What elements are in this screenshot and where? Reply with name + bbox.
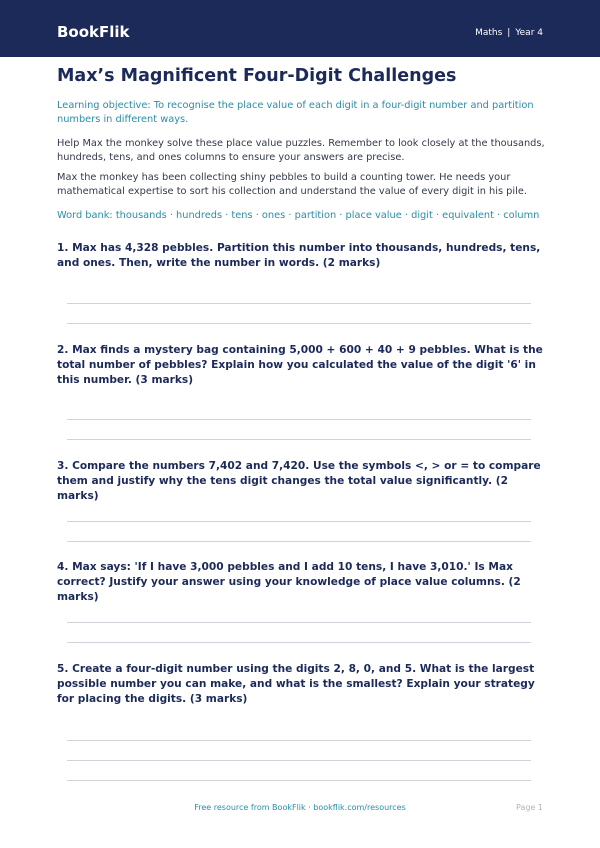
answer-line[interactable] <box>67 303 531 304</box>
brand-logo: BookFlik <box>57 23 130 41</box>
learning-objective: Learning objective: To recognise the place value of each digit in a four-digit number and partition numbers in different ways. <box>57 100 534 125</box>
page-number: Page 1 <box>516 803 543 812</box>
word-bank: Word bank: thousands · hundreds · tens · ones · partition · place value · digit · equivalent · column <box>57 210 540 221</box>
question-3: 3. Compare the numbers 7,402 and 7,420. Use the symbols <, > or = to compare them and justify why the tens digit changes the total value significantly. (2 marks) <box>57 460 541 502</box>
question-4: 4. Max says: 'If I have 3,000 pebbles and I add 10 tens, I have 3,010.' Is Max correct? Justify your answer using your knowledge of place value columns. (2 marks) <box>57 561 521 603</box>
answer-line[interactable] <box>67 323 531 324</box>
question-2: 2. Max finds a mystery bag containing 5,000 + 600 + 40 + 9 pebbles. What is the total number of pebbles? Explain how you calculated the value of the digit '6' in this number. (3 marks) <box>57 344 543 386</box>
footer-credit: Free resource from BookFlik · bookflik.com/resources <box>194 803 406 812</box>
worksheet-title: Max’s Magnificent Four-Digit Challenges <box>57 66 457 86</box>
answer-line[interactable] <box>67 622 531 623</box>
intro-paragraph-1: Help Max the monkey solve these place value puzzles. Remember to look closely at the thousands, hundreds, tens, and ones columns to ensure your answers are precise. <box>57 138 545 163</box>
year-label: Year 4 <box>515 28 543 38</box>
intro-paragraph-2: Max the monkey has been collecting shiny pebbles to build a counting tower. He needs your mathematical expertise to sort his collection and understand the value of every digit in his pile. <box>57 172 527 197</box>
subject-label: Maths <box>475 28 503 38</box>
subject-year-label <box>475 26 543 40</box>
question-5: 5. Create a four-digit number using the digits 2, 8, 0, and 5. What is the largest possible number you can make, and what is the smallest? Explain your strategy for placing the digits. (3 marks) <box>57 663 535 705</box>
meta-separator: | <box>507 28 511 38</box>
answer-line[interactable] <box>67 521 531 522</box>
answer-line[interactable] <box>67 740 531 741</box>
answer-line[interactable] <box>67 642 531 643</box>
answer-line[interactable] <box>67 780 531 781</box>
answer-line[interactable] <box>67 439 531 440</box>
header-bar <box>0 0 600 57</box>
question-1: 1. Max has 4,328 pebbles. Partition this number into thousands, hundreds, tens, and ones. Then, write the number in words. (2 marks) <box>57 242 541 269</box>
answer-line[interactable] <box>67 760 531 761</box>
answer-line[interactable] <box>67 419 531 420</box>
answer-line[interactable] <box>67 541 531 542</box>
